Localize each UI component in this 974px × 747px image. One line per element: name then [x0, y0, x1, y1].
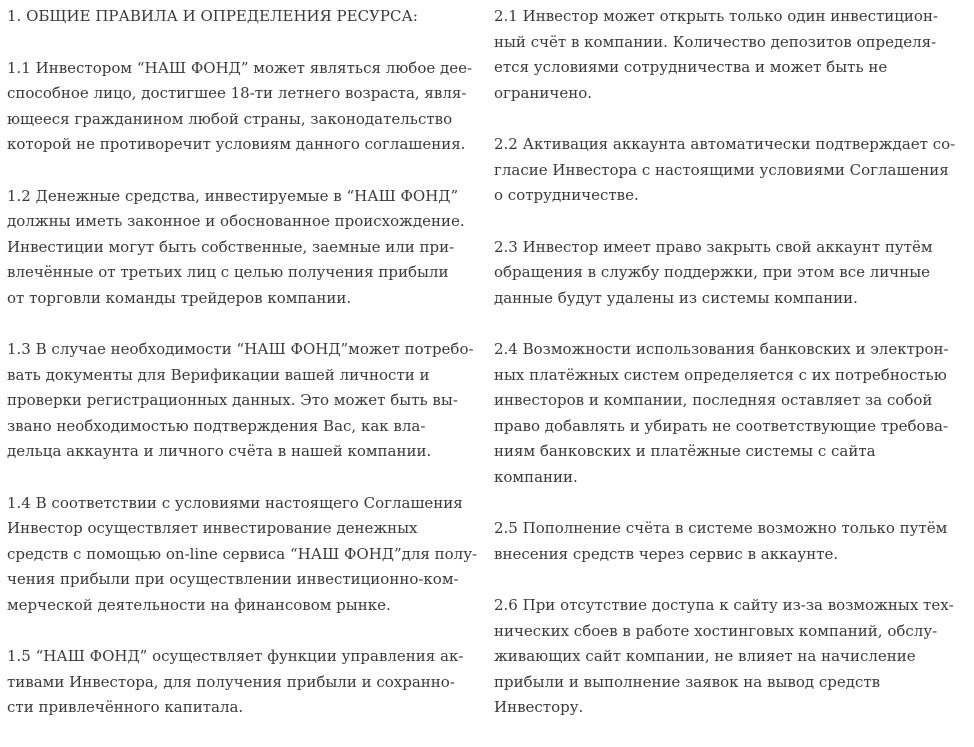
paragraph-line: обращения в службу поддержки, при этом все личные	[494, 263, 931, 281]
paragraph-line: чения прибыли при осуществлении инвестиционно-ком-	[7, 570, 459, 588]
left-paragraph	[7, 644, 487, 721]
paragraph-line: 2.1 Инвестор может открыть только один инвестицион-	[494, 7, 939, 25]
left-paragraph	[7, 184, 487, 312]
paragraph-line: способное лицо, достигшее 18-ти летнего возраста, явля-	[7, 84, 467, 102]
paragraph-line: от торговли команды трейдеров компании.	[7, 288, 352, 307]
right-paragraphs	[494, 4, 972, 721]
paragraph-line: ющееся гражданином любой страны, законодательство	[7, 109, 453, 128]
right-paragraph	[494, 132, 972, 209]
paragraph-line: 1.5 “НАШ ФОНД” осуществляет функции управления ак-	[7, 647, 464, 665]
paragraph-line: сти привлечённого капитала.	[7, 698, 244, 716]
right-paragraph	[494, 337, 972, 490]
paragraph-line: гласие Инвестора с настоящими условиями Соглашения	[494, 160, 949, 179]
paragraph-line: живающих сайт компании, не влияет на начисление	[494, 647, 916, 665]
paragraph-line: Инвестиции могут быть собственные, заемные или при-	[7, 237, 455, 256]
paragraph-line: которой не противоречит условиям данного соглашения.	[7, 135, 466, 153]
paragraph-line: о сотрудничестве.	[494, 186, 639, 204]
paragraph-line: 1.2 Денежные средства, инвестируемые в “НАШ ФОНД”	[7, 186, 459, 205]
paragraph-line: дельца аккаунта и личного счёта в нашей компании.	[7, 442, 432, 460]
paragraph-line: тивами Инвестора, для получения прибыли и сохранно-	[7, 672, 455, 691]
left-paragraphs	[7, 56, 487, 721]
paragraph-line: 1.4 В соответствии с условиями настоящего Соглашения	[7, 493, 463, 512]
paragraph-line: 2.6 При отсутствие доступа к сайту из-за возможных тех-	[494, 596, 954, 614]
paragraph-line: проверки регистрационных данных. Это может быть вы-	[7, 391, 458, 409]
paragraph-line: средств с помощью on-line сервиса “НАШ ФОНД”для полу-	[7, 544, 478, 563]
paragraph-line: инвесторов и компании, последняя оставляет за собой	[494, 391, 933, 409]
paragraph-line: должны иметь законное и обоснованное происхождение.	[7, 212, 465, 230]
right-paragraph	[494, 4, 972, 106]
paragraph-line: ниям банковских и платёжные системы с сайта	[494, 442, 876, 460]
paragraph-line: внесения средств через сервис в аккаунте.	[494, 544, 839, 563]
paragraph-line: данные будут удалены из системы компании.	[494, 288, 858, 307]
paragraph-line: влечённые от третьих лиц с целью получения прибыли	[7, 263, 449, 281]
paragraph-line: прибыли и выполнение заявок на вывод средств	[494, 672, 881, 691]
paragraph-line: 2.4 Возможности использования банковских и электрон-	[494, 340, 949, 358]
paragraph-line: ется условиями сотрудничества и может быть не	[494, 58, 888, 76]
paragraph-line: мерческой деятельности на финансовом рынке.	[7, 595, 391, 614]
paragraph-line: 2.3 Инвестор имеет право закрыть свой аккаунт путём	[494, 237, 933, 256]
right-paragraph	[494, 235, 972, 312]
right-paragraph	[494, 516, 972, 567]
paragraph-line: ный счёт в компании. Количество депозитов определя-	[494, 32, 937, 51]
paragraph-line: компании.	[494, 467, 578, 486]
left-column	[7, 4, 487, 747]
right-paragraph	[494, 593, 972, 721]
paragraph-line: 2.2 Активация аккаунта автоматически подтверждает со-	[494, 135, 956, 153]
paragraph-line: 2.5 Пополнение счёта в системе возможно только путём	[494, 519, 948, 537]
paragraph-line: право добавлять и убирать не соответствующие требова-	[494, 416, 949, 435]
paragraph-line: 1.3 В случае необходимости “НАШ ФОНД”может потребо-	[7, 340, 474, 358]
left-paragraph	[7, 337, 487, 465]
paragraph-line: Инвестору.	[494, 698, 584, 716]
paragraph-line: ограничено.	[494, 83, 593, 102]
paragraph-line: нических сбоев в работе хостинговых компаний, обслу-	[494, 621, 938, 640]
left-paragraph	[7, 491, 487, 619]
paragraph-line: вать документы для Верификации вашей личности и	[7, 365, 430, 384]
paragraph-line: Инвестор осуществляет инвестирование денежных	[7, 519, 418, 537]
left-paragraph	[7, 56, 487, 158]
paragraph-line: звано необходимостью подтверждения Вас, как вла-	[7, 416, 426, 435]
paragraph-line: 1.1 Инвестором “НАШ ФОНД” может являться любое дее-	[7, 58, 473, 77]
right-column	[494, 4, 972, 747]
section-heading: 1. ОБЩИЕ ПРАВИЛА И ОПРЕДЕЛЕНИЯ РЕСУРСА:	[7, 7, 418, 25]
paragraph-line: ных платёжных систем определяется с их потребностью	[494, 365, 947, 384]
